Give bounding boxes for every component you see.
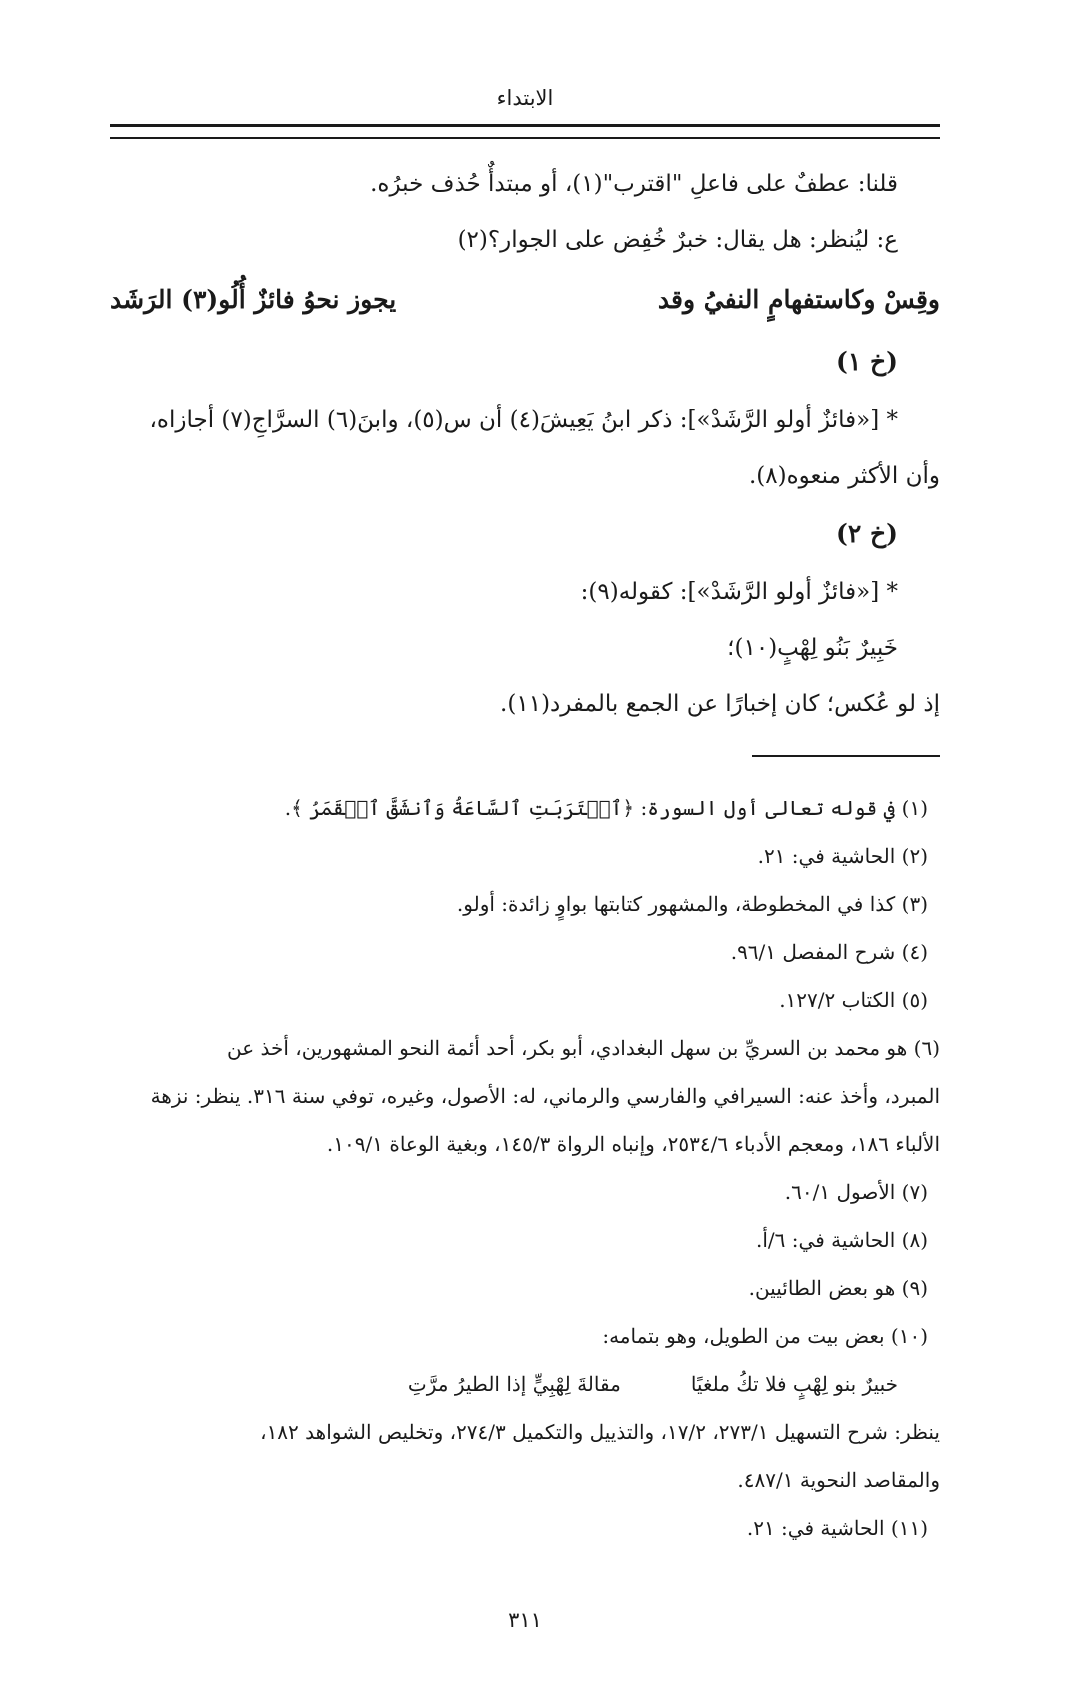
footnote: (٧) الأصول ٦٠/١.: [784, 1180, 928, 1204]
footnote: (٦) هو محمد بن السريِّ بن سهل البغدادي، أبو بكر، أحد أئمة النحو المشهورين، أخذ عن: [227, 1036, 940, 1060]
main-text: [110, 156, 940, 732]
footnote: (١) في قوله تعالى أول السورة: ﴿ٱقۡتَرَبَتِ ٱلسَّاعَةُ وَٱنشَقَّ ٱلۡقَمَرُ ﴾.: [284, 796, 928, 820]
text-line: خَبِيرٌ بَنُو لِهْبٍ(١٠)؛: [727, 635, 898, 661]
verse-line: [110, 268, 940, 332]
manuscript-heading: (خ ٢): [836, 519, 898, 548]
footnote: (٥) الكتاب ١٢٧/٢.: [779, 988, 928, 1012]
footnote-continuation: ينظر: شرح التسهيل ٢٧٣/١، ١٧/٢، والتذييل والتكميل ٢٧٤/٣، وتخليص الشواهد ١٨٢،: [260, 1420, 940, 1444]
footnote: (٨) الحاشية في: ٦/أ.: [756, 1228, 928, 1252]
text-line: * [«فائزٌ أولو الرَّشَدْ»]: كقوله(٩):: [580, 579, 898, 605]
text-line: وأن الأكثر منعوه(٨).: [748, 463, 940, 489]
footnote: (١١) الحاشية في: ٢١.: [746, 1516, 928, 1540]
footnote: (٣) كذا في المخطوطة، والمشهور كتابتها بواوٍ زائدة: أولو.: [456, 892, 928, 916]
footnote: (٩) هو بعض الطائيين.: [748, 1276, 928, 1300]
footnote: (٤) شرح المفصل ٩٦/١.: [730, 940, 928, 964]
footnote: (٢) الحاشية في: ٢١.: [757, 844, 928, 868]
poem-second-hemistich: مقالةَ لِهْبِيٍّ إذا الطيرُ مرَّتِ: [407, 1372, 621, 1396]
footnote-continuation: والمقاصد النحوية ٤٨٧/١.: [737, 1468, 940, 1492]
footnote-separator: [752, 755, 940, 757]
page-number: ٣١١: [508, 1608, 542, 1632]
header-rule-thick: [110, 124, 940, 127]
text-line: قلنا: عطفٌ على فاعلِ "اقترب"(١)، أو مبتدأٌ حُذف خبرُه.: [370, 171, 898, 197]
footnote: (١٠) بعض بيت من الطويل، وهو بتمامه:: [602, 1324, 928, 1348]
footnote-continuation: المبرد، وأخذ عنه: السيرافي والفارسي والرماني، له: الأصول، وغيره، توفي سنة ٣١٦. ينظر: نزهة: [150, 1084, 940, 1108]
text-line: ع: ليُنظر: هل يقال: خبرٌ خُفِض على الجوار؟(٢): [457, 227, 898, 253]
manuscript-heading: (خ ١): [836, 347, 898, 376]
text-line: إذ لو عُكس؛ كان إخبارًا عن الجمع بالمفرد(١١).: [500, 691, 940, 717]
footnote-poem: [110, 1360, 940, 1408]
header-rule-thin: [110, 137, 940, 139]
footnotes: [110, 784, 940, 1552]
poem-first-hemistich: خبيرٌ بنو لِهْبٍ فلا تكُ ملغيًا: [690, 1372, 898, 1396]
verse-first-hemistich: وقِسْ وكاستفهامٍ النفيُ وقد: [657, 285, 940, 314]
running-head: الابتداء: [496, 86, 554, 110]
text-line: * [«فائزٌ أولو الرَّشَدْ»]: ذكر ابنُ يَعِيشَ(٤) أن س(٥)، وابنَ(٦) السرَّاجِ(٧) أجازاه،: [149, 407, 898, 433]
verse-second-hemistich: يجوز نحوُ فائزٌ أُلُو(٣) الرَشَد: [110, 285, 397, 314]
footnote-continuation: الألباء ١٨٦، ومعجم الأدباء ٢٥٣٤/٦، وإنباه الرواة ١٤٥/٣، وبغية الوعاة ١٠٩/١.: [326, 1132, 940, 1156]
